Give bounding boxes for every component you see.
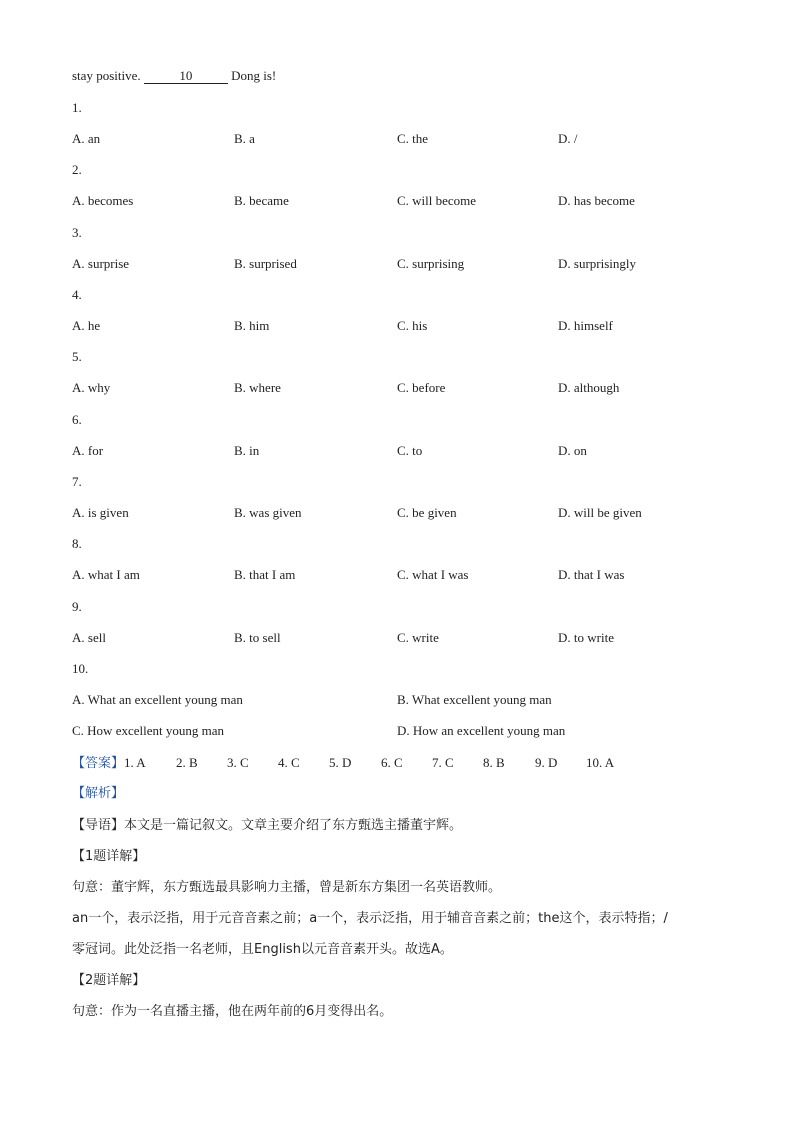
- option-c: C. How excellent young man: [72, 723, 224, 738]
- answer-item: 4. C: [278, 755, 300, 770]
- question-number: 8.: [72, 536, 82, 551]
- option-a: A. what I am: [72, 567, 140, 582]
- answer-item: 8. B: [483, 755, 505, 770]
- question-number: 6.: [72, 412, 82, 427]
- answer-item: 2. B: [176, 755, 198, 770]
- detail-1-heading: 【1题详解】: [72, 849, 146, 864]
- detail-1-explanation-line-2: 零冠词。此处泛指一名老师，且English以元音音素开头。故选A。: [72, 942, 453, 957]
- question-number: 9.: [72, 599, 82, 614]
- option-c: C. the: [397, 131, 429, 146]
- question-number: 4.: [72, 287, 82, 302]
- option-d: D. to write: [558, 630, 614, 645]
- option-d: D. that I was: [558, 567, 625, 582]
- option-d: D. himself: [558, 318, 613, 333]
- question-number: 1.: [72, 100, 82, 115]
- blank-10: 10: [144, 69, 228, 84]
- option-b: B. him: [234, 318, 270, 333]
- option-b: B. where: [234, 380, 281, 395]
- guide-line: [72, 818, 462, 834]
- option-a: A. becomes: [72, 193, 134, 208]
- answer-key: [72, 755, 614, 772]
- answer-item: 7. C: [432, 755, 454, 770]
- detail-2-sentence: 句意：作为一名直播主播，他在两年前的6月变得出名。: [72, 1004, 393, 1019]
- detail-2-heading: 【2题详解】: [72, 973, 146, 988]
- analysis-tag: 【解析】: [72, 786, 125, 801]
- option-d: D. How an excellent young man: [397, 723, 566, 738]
- question-number: 5.: [72, 349, 82, 364]
- option-d: D. has become: [558, 193, 635, 208]
- question-number: 2.: [72, 162, 82, 177]
- option-d: D. on: [558, 443, 587, 458]
- option-b: B. in: [234, 443, 260, 458]
- option-b: B. was given: [234, 505, 302, 520]
- option-d: D. although: [558, 380, 620, 395]
- option-a: A. What an excellent young man: [72, 692, 243, 707]
- option-c: C. before: [397, 380, 446, 395]
- option-a: A. an: [72, 131, 101, 146]
- answer-item: 10. A: [586, 755, 615, 770]
- option-a: A. he: [72, 318, 101, 333]
- option-d: D. will be given: [558, 505, 642, 520]
- detail-1-explanation-line-1: an一个，表示泛指，用于元音音素之前；a一个，表示泛指，用于辅音音素之前；the这个，表示特指；/: [72, 911, 668, 926]
- option-c: C. be given: [397, 505, 457, 520]
- question-number: 7.: [72, 474, 82, 489]
- option-c: C. will become: [397, 193, 477, 208]
- option-a: A. surprise: [72, 256, 130, 271]
- guide-tag: 【导语】: [72, 818, 125, 833]
- option-b: B. surprised: [234, 256, 297, 271]
- option-c: C. write: [397, 630, 439, 645]
- option-c: C. surprising: [397, 256, 465, 271]
- guide-text: 本文是一篇记叙文。文章主要介绍了东方甄选主播董宇辉。: [124, 818, 463, 833]
- option-c: C. to: [397, 443, 423, 458]
- answer-item: 6. C: [381, 755, 403, 770]
- passage-text-after: Dong is!: [231, 68, 277, 83]
- option-b: B. What excellent young man: [397, 692, 552, 707]
- answer-item: 5. D: [329, 755, 352, 770]
- answer-item: 1. A: [124, 755, 146, 770]
- passage-text-before: stay positive.: [72, 68, 141, 83]
- answer-item: 9. D: [535, 755, 558, 770]
- option-a: A. sell: [72, 630, 106, 645]
- option-b: B. a: [234, 131, 255, 146]
- option-c: C. his: [397, 318, 428, 333]
- answer-tag: 【答案】: [72, 756, 125, 771]
- option-c: C. what I was: [397, 567, 469, 582]
- option-b: B. that I am: [234, 567, 296, 582]
- option-a: A. why: [72, 380, 111, 395]
- answer-item: 3. C: [227, 755, 249, 770]
- option-b: B. became: [234, 193, 289, 208]
- question-number: 10.: [72, 661, 89, 676]
- detail-1-sentence: 句意：董宇辉，东方甄选最具影响力主播，曾是新东方集团一名英语教师。: [72, 880, 502, 895]
- question-number: 3.: [72, 225, 82, 240]
- option-a: A. for: [72, 443, 104, 458]
- option-d: D. surprisingly: [558, 256, 636, 271]
- option-a: A. is given: [72, 505, 129, 520]
- option-b: B. to sell: [234, 630, 281, 645]
- passage-ending-line: [72, 68, 276, 84]
- option-d: D. /: [558, 131, 578, 146]
